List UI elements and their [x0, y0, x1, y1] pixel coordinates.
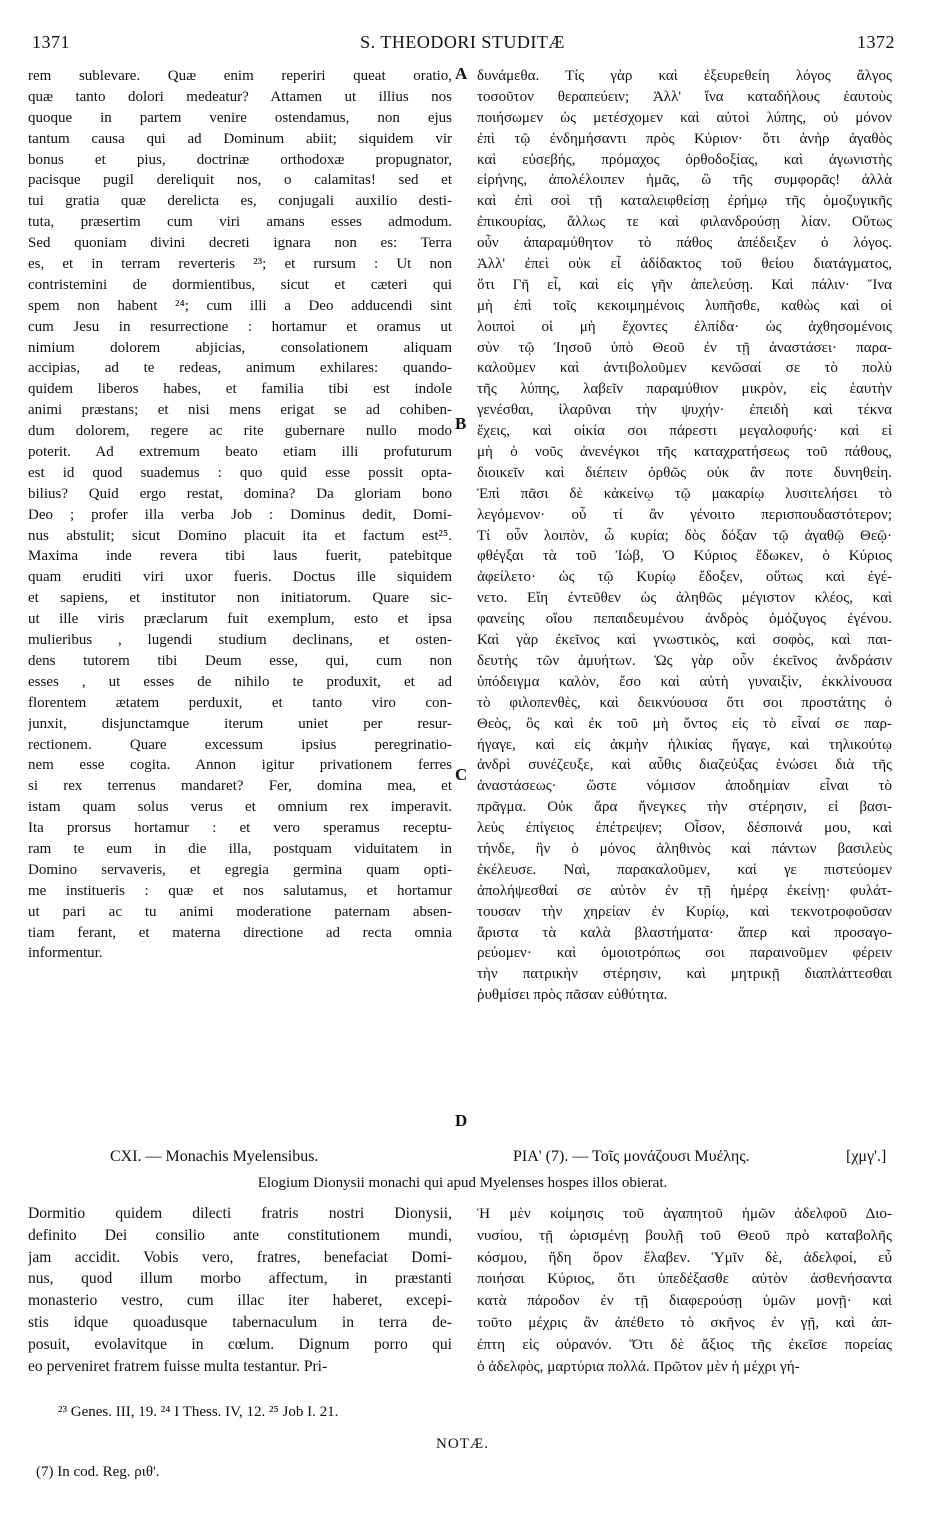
text-line: Καὶ γὰρ ἐκεῖνος καὶ γνωστικὸς, καὶ σοφὸς, καὶ παι-: [477, 632, 892, 649]
text-line: λεγόμενον· οὗ τί ἂν γένοιτο περισπουδαστότερον;: [477, 506, 892, 523]
text-line: τοσοῦτον θεραπεύειν; Ἀλλ' ἵνα καταδήλους ἑαυτοὺς: [477, 88, 892, 105]
text-line: δευτὴς τῶν ἀμυήτων. Ὡς γὰρ οὖν ἐκεῖνος ἀνδράσιν: [477, 652, 892, 669]
text-line: μὴ ἐπὶ τοῖς κεκοιμημένοις λυπῆσθε, καθὼς καὶ οἱ: [477, 297, 892, 314]
text-line: ut pari ac tu animi moderatione paternam absen-: [28, 903, 452, 920]
text-line: Dormitio quidem dilecti fratris nostri Dionysii,: [28, 1205, 452, 1222]
scripture-footnotes: ²³ Genes. III, 19. ²⁴ I Thess. IV, 12. ²⁵ Job I. 21.: [58, 1404, 339, 1420]
text-line: Deo ; profer illa verba Job : Dominus dedit, Domi-: [28, 506, 452, 523]
text-line: ὁ ἀδελφὸς, μαρτύρια πολλά. Πρῶτον μὲν ἡ μέχρι γή-: [477, 1357, 800, 1375]
text-line: τήνδε, ἣν ὁ μόνος ἀληθινὸς καὶ πάντων βασιλεὺς: [477, 840, 892, 857]
text-line: rectionem. Quare excessum ipsius peregrinatio-: [28, 736, 452, 753]
text-line: Domino servaveris, et egregia germina quam opti-: [28, 861, 452, 878]
text-line: καλοῦμεν καὶ ἀντιβολοῦμεν κενῶσαί σε τὸ πολὺ: [477, 360, 892, 377]
text-line: ἀνδρὶ συνέζευξε, καὶ αὖθις διαζεύξας ἑνώσει διὰ τῆς: [477, 757, 892, 774]
text-line: γενέσθαι, ἱλαρῦναι τὴν ψυχήν· ἐπειδὴ καὶ τέκνα: [477, 402, 892, 419]
text-line: si rex terrenus mandaret? Fer, domina mea, et: [28, 778, 452, 795]
text-line: rem sublevare. Quæ enim reperiri queat oratio,: [28, 68, 452, 84]
text-line: nus abstulit; sicut Domino placuit ita et factum est²⁵.: [28, 527, 452, 544]
running-title: S. THEODORI STUDITÆ: [360, 32, 565, 52]
text-line: quæ tanto dolori medeatur? Attamen ut illius nos: [28, 88, 452, 105]
text-line: bilius? Quid ergo restat, domina? Da gloriam bono: [28, 485, 452, 502]
text-line: dum dolorem, regere ac rite gubernare nullo modo: [28, 423, 452, 440]
text-line: ποιήσαι Κύριος, ὅτι ὑπεδέξασθε αὐτὸν ἀσθενήσαντα: [477, 1270, 892, 1288]
text-line: ὑπόδειγμα καλὸν, ἔσο καὶ αὐτὴ γυναιξὶν, ἐκκλίνουσα: [477, 673, 892, 690]
text-line: spem non habent ²⁴; cum illi a Deo adducendi sint: [28, 297, 452, 314]
text-line: posuit, evolavitque in cœlum. Dignum porro qui: [28, 1335, 452, 1353]
margin-marker-d: D: [455, 1111, 468, 1130]
text-line: est id quod suademus : quo quid esse possit opta-: [28, 464, 452, 481]
text-line: Τί οὖν λοιπὸν, ὦ κυρία; δὸς δόξαν τῷ ἀγαθῷ Θεῷ·: [477, 527, 892, 544]
text-line: Θεὸς, ὃς καὶ ἐκ τοῦ μὴ ὄντος εἰς τὸ εἶναί σε παρ-: [477, 715, 892, 732]
text-line: me institueris : quæ et nos salutamus, et hortamur: [28, 882, 452, 899]
notae-heading: NOTÆ.: [436, 1436, 489, 1452]
text-line: contristemini de dormientibus, sicut et cæteri qui: [28, 276, 452, 293]
right-page-number: 1372: [857, 32, 895, 52]
text-line: καὶ εὐσεβής, πρόμαχος ὀρθοδοξίας, καὶ ἀγωνιστὴς: [477, 151, 892, 168]
margin-marker-b: B: [455, 414, 467, 433]
text-line: ἀναστάσεως· ὥστε νόμισον ἀποδημίαν εἶναι τὸ: [477, 778, 892, 795]
text-line: ἐπικουρίας, ἄλλως τε καὶ φιλανδρούσῃ λίαν. Οὕτως: [477, 214, 892, 231]
text-line: tiam ferant, et materna directione ad recta omnia: [28, 924, 452, 941]
text-line: junxit, disjunctamque iterum uniet per resur-: [28, 715, 452, 732]
text-line: quoque in partem venire ostendamus, non ejus: [28, 109, 452, 126]
text-line: τῆς λύπης, λαβεῖν παραμύθιον μικρὸν, εἰς ἑαυτὴν: [477, 381, 892, 398]
text-line: φθέγξαι τὰ τοῦ Ἰώβ, Ὁ Κύριος ἔδωκεν, ὁ Κύριος: [477, 548, 892, 565]
text-line: nimium dolorem abjicias, consolationem aliquam: [28, 339, 452, 356]
text-line: τοῦτο μέχρις ἂν ἀπέθετο τὸ σκῆνος ἐν γῇ, καὶ ἀπ-: [477, 1313, 892, 1331]
text-line: ut ille viris præclarum fuit exemplum, esto et ipsa: [28, 611, 452, 628]
text-line: bonus et pius, doctrinæ orthodoxæ propugnator,: [28, 151, 452, 168]
text-line: λεὺς ἐπίγειος ἐπέτρεψεν; Οἶσον, δέσποινά μου, καὶ: [477, 820, 892, 837]
latin-column-bottom: [28, 1203, 452, 1377]
text-line: πρᾶγμα. Οὐκ ἄρα ἤνεγκες τὴν στέρησιν, εἰ βασι-: [477, 799, 892, 816]
text-line: τουσαν τὴν χηρείαν ἐν Κυρίῳ, καὶ τεκνοτροφοῦσαν: [477, 903, 892, 920]
text-line: quam eruditi viri uxor fueris. Doctus ille siquidem: [28, 569, 452, 586]
text-line: εἰρήνης, ἀπολέλοιπεν ἡμᾶς, ὢ τῆς συμφορᾶς! ἀλλὰ: [477, 172, 892, 189]
text-line: dens tutorem tibi Deum esse, qui, cum non: [28, 652, 452, 669]
text-line: ἀφείλετο· ὡς τῷ Κυρίῳ ἔδοξεν, οὕτως καὶ ἐγέ-: [477, 569, 892, 586]
note-7: (7) In cod. Reg. ριθ'.: [36, 1464, 160, 1480]
text-line: definito Dei consilio ante constitutionem mundi,: [28, 1226, 452, 1244]
margin-marker-a: A: [455, 64, 468, 83]
text-line: pacisque pugil dereliquit nos, o calamitas! sed et: [28, 172, 452, 189]
text-line: ἀπολήψεσθαί σε αὐτὸν ἐν τῇ ἡμέρᾳ ἐκείνῃ· φυλάτ-: [477, 882, 892, 899]
text-line: κατὰ πάροδον ἐν τῇ διαφερούσῃ ὑμῶν μονῇ· καὶ: [477, 1292, 892, 1310]
text-line: quidem liberos habes, et familia tibi est indole: [28, 381, 452, 398]
text-line: Ἀλλ' ἐπεὶ οὐκ εἶ ἀδίδακτος τοῦ θείου διατάγματος,: [477, 256, 892, 273]
text-line: jam accidit. Vobis vero, fratres, benefaciat Domi-: [28, 1248, 452, 1266]
text-line: Ἡ μὲν κοίμησις τοῦ ἀγαπητοῦ ἡμῶν ἀδελφοῦ Διο-: [477, 1205, 892, 1222]
text-line: μὴ ὁ νοῦς ἀνενέγκοι τῆς καταχρατήσεως τοῦ πάθους,: [477, 444, 892, 461]
greek-column-top: [477, 66, 892, 1006]
text-line: νετο. Εἴη ἐντεῦθεν ὡς ἀληθῶς μέγιστον κλέος, καὶ: [477, 590, 892, 607]
text-line: ποιήσωμεν ὡς μετέσχομεν καὶ αὐτοὶ λύπης, οὐ μόνον: [477, 109, 892, 126]
text-line: ram te eum in die illa, postquam viduitatem in: [28, 840, 452, 857]
text-line: tuta, præsertim cum viri amans esses admodum.: [28, 214, 452, 231]
text-line: Maxima inde revera tibi laus fuerit, patebitque: [28, 548, 452, 565]
text-line: έπτη εἰς οὐρανόν. Ὅτι δὲ ἄξιος τῆς ἐκεῖσε πορείας: [477, 1335, 892, 1353]
text-line: ὅτι Γῆ εἶ, καὶ εἰς γῆν ἀπελεύσῃ. Καὶ πάλιν· Ἵνα: [477, 276, 892, 293]
text-line: animi præstans; et nisi mens erigat se ad cohiben-: [28, 402, 452, 419]
text-line: es, et in terram reverteris ²³; et rursum : Ut non: [28, 256, 452, 273]
text-line: tantum causa qui ad Dominum abiit; siquidem vir: [28, 130, 452, 147]
text-line: καὶ ἐπὶ σοὶ τῇ καταλειφθείσῃ ἐρήμῳ τῆς ὁμοζυγικῆς: [477, 193, 892, 210]
greek-letter-title: ΡΙΑ' (7). — Τοῖς μονάζουσι Μυέλης.: [513, 1148, 750, 1165]
text-line: δυνάμεθα. Τίς γὰρ καὶ ἐξευρεθείη λόγος ἄλγος: [477, 68, 892, 84]
text-line: stis idque quoadusque tabernaculum in terra de-: [28, 1313, 452, 1331]
text-line: λοιποὶ οἱ μὴ ἔχοντες ἐλπίδα· ὡς ἀχθησομένοις: [477, 318, 892, 335]
text-line: διοικεῖν καὶ διέπειν ὀρθῶς οὐκ ἂν ποτε δυνηθείη.: [477, 464, 892, 481]
text-line: ἐκέλευσε. Ναὶ, παρακαλοῦμεν, καί γε πιστεύομεν: [477, 861, 892, 878]
text-line: Sed quoniam divini decreti ignara non es: Terra: [28, 235, 452, 252]
text-line: mulieribus , lugendi studium declinans, et osten-: [28, 632, 452, 649]
text-line: νυσίου, τῇ ὡρισμένῃ βουλῇ τοῦ Θεοῦ πρὸ καταβολῆς: [477, 1226, 892, 1244]
text-line: κόσμου, ἤδη ὅρον ἔλαβεν. Ὑμῖν δὲ, ἀδελφοί, εὖ: [477, 1248, 892, 1266]
text-line: ῥυθμίσει πρὸς πᾶσαν εὐθύτητα.: [477, 987, 668, 1004]
text-line: φανείης οἵου πεπαιδευμένου ἀνδρὸς ὁμόζυγος ἐγένου.: [477, 611, 892, 628]
left-page-number: 1371: [32, 32, 70, 52]
text-line: Ita prorsus hortamur : et vero speramus receptu-: [28, 820, 452, 837]
text-line: cum Jesu in resurrectione : hortamur et oramus ut: [28, 318, 452, 335]
margin-marker-c: C: [455, 765, 468, 784]
text-line: nus, quod illum morbo affectum, in præstanti: [28, 1270, 452, 1288]
latin-letter-title: CXI. — Monachis Myelensibus.: [110, 1148, 319, 1165]
text-line: nem esse cogita. Annon igitur privationem ferres: [28, 757, 452, 774]
text-line: poterit. Ad extremum beato etiam illi profuturum: [28, 444, 452, 461]
text-line: ήγαγε, καὶ εἰς ἀκμὴν ἡλικίας ἤγαγε, καὶ τηλικούτῳ: [477, 736, 892, 753]
text-line: et sapiens, et institutor non initiatorum. Quare sic-: [28, 590, 452, 607]
text-line: florentem ætatem perduxit, et tanto viro con-: [28, 694, 452, 711]
greek-column-bottom: [477, 1203, 892, 1377]
text-line: ἐπὶ τῷ ἐνδημήσαντι πρὸς Κύριον· ὅτι ἀνὴρ ἀγαθὸς: [477, 130, 892, 147]
text-line: eo perveniret fratrem fuisse multa testantur. Pri-: [28, 1357, 328, 1375]
text-line: τὴν πατρικὴν στέρησιν, καὶ μητρικῇ διαπλάττεσθαι: [477, 966, 892, 983]
text-line: ἔχεις, καὶ οἰκία σοι πάρεστι μεγαλοφυής· καὶ εἰ: [477, 423, 892, 440]
text-line: istam quam solus verus et omnium rex imperavit.: [28, 799, 452, 816]
text-line: accipias, ad te redeas, animum exhilares: quando-: [28, 360, 452, 377]
letter-subtitle: Elogium Dionysii monachi qui apud Myelenses hospes illos obierat.: [257, 1175, 668, 1191]
text-line: Ἐπὶ πᾶσι δὲ κἀκείνῳ τῷ μακαρίῳ λυσιτελήσει τὸ: [477, 485, 892, 502]
greek-letter-number: [χμγ'.]: [846, 1148, 887, 1165]
text-line: tui gratia quæ derelicta es, conjugali auxilio desti-: [28, 193, 452, 210]
text-line: τὸ φιλοπενθὲς, καὶ δεικνύουσα ὅτι σοι προστάτης ὁ: [477, 694, 892, 711]
text-line: esses , ut esses de nihilo te produxit, et ad: [28, 673, 452, 690]
text-line: οὖν ἀπαραμύθητον τὸ πάθος ἀπέδειξεν ὁ λόγος.: [477, 235, 892, 252]
text-line: σὺν τῷ Ἰησοῦ ὑπὸ Θεοῦ ἐν τῇ ἀναστάσει· παρα-: [477, 339, 892, 356]
text-line: ἄριστα τὰ καλὰ βλαστήματα· ἅπερ καὶ προσαγο-: [477, 924, 892, 941]
latin-column-top: [28, 66, 452, 964]
text-line: informentur.: [28, 945, 103, 962]
text-line: monasterio vestro, cum illac iter haberet, excepi-: [28, 1292, 452, 1310]
text-line: ρεύομεν· καὶ ὁμοιοτρόπως σοι παραινοῦμεν φέρειν: [477, 945, 892, 962]
